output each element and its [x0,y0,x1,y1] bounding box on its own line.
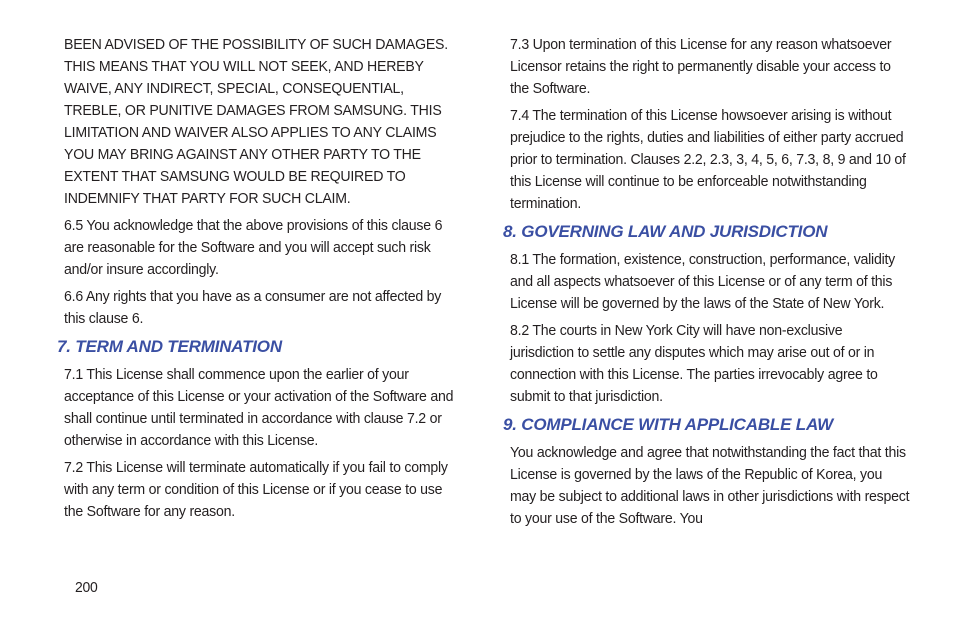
paragraph-6-6: 6.6 Any rights that you have as a consumer are not affected by this clause 6. [64,288,442,327]
heading-term-and-termination: 7. TERM AND TERMINATION [57,337,282,356]
paragraph-8-2: 8.2 The courts in New York City will have non-exclusive jurisdiction to settle any disputes which may arise out of or in connection with this License. The parties irrevocably agree to submit to that jurisdiction. [510,322,878,405]
paragraph-7-2: 7.2 This License will terminate automatically if you fail to comply with any term or condition of this License or if you cease to use the Software for any reason. [64,459,448,520]
paragraph-damages-waiver: BEEN ADVISED OF THE POSSIBILITY OF SUCH DAMAGES. THIS MEANS THAT YOU WILL NOT SEEK, AND HEREBY WAIVE, ANY INDIRECT, SPECIAL, CONSEQUENTIAL, TREBLE, OR PUNITIVE DAMAGES FROM SAMSUNG. THIS LIMITATION AND WAIVER ALSO APPLIES TO ANY CLAIMS YOU MAY BRING AGAINST ANY OTHER PARTY TO THE EXTENT THAT SAMSUNG WOULD BE REQUIRED TO INDEMNIFY THAT PARTY FOR SUCH CLAIM. [64,36,448,207]
paragraph-8-1: 8.1 The formation, existence, construction, performance, validity and all aspects whatsoever of this License or of any term of this License will be governed by the laws of the State of New York. [510,251,896,312]
heading-compliance: 9. COMPLIANCE WITH APPLICABLE LAW [503,415,833,434]
paragraph-9: You acknowledge and agree that notwithstanding the fact that this License is governed by the laws of the Republic of Korea, you may be subject to additional laws in other jurisdictions with respect to your use of the Software. You [510,444,910,527]
paragraph-7-3: 7.3 Upon termination of this License for any reason whatsoever Licensor retains the right to permanently disable your access to the Software. [510,36,892,97]
paragraph-6-5: 6.5 You acknowledge that the above provisions of this clause 6 are reasonable for the Software and you will accept such risk and/or insure accordingly. [64,217,443,278]
right-column [503,34,910,535]
paragraph-7-1: 7.1 This License shall commence upon the earlier of your acceptance of this License or your activation of the Software and shall continue until terminated in accordance with clause 7.2 or otherwise in accordance with this License. [64,366,454,449]
page-number: 200 [75,579,98,596]
paragraph-7-4: 7.4 The termination of this License howsoever arising is without prejudice to the rights, duties and liabilities of either party accrued prior to termination. Clauses 2.2, 2.3, 3, 4, 5, 6, 7.3, 8, 9 and 10 of this License will continue to be enforceable notwithstanding termination. [510,107,906,212]
heading-governing-law: 8. GOVERNING LAW AND JURISDICTION [503,222,828,241]
left-column [57,34,464,528]
